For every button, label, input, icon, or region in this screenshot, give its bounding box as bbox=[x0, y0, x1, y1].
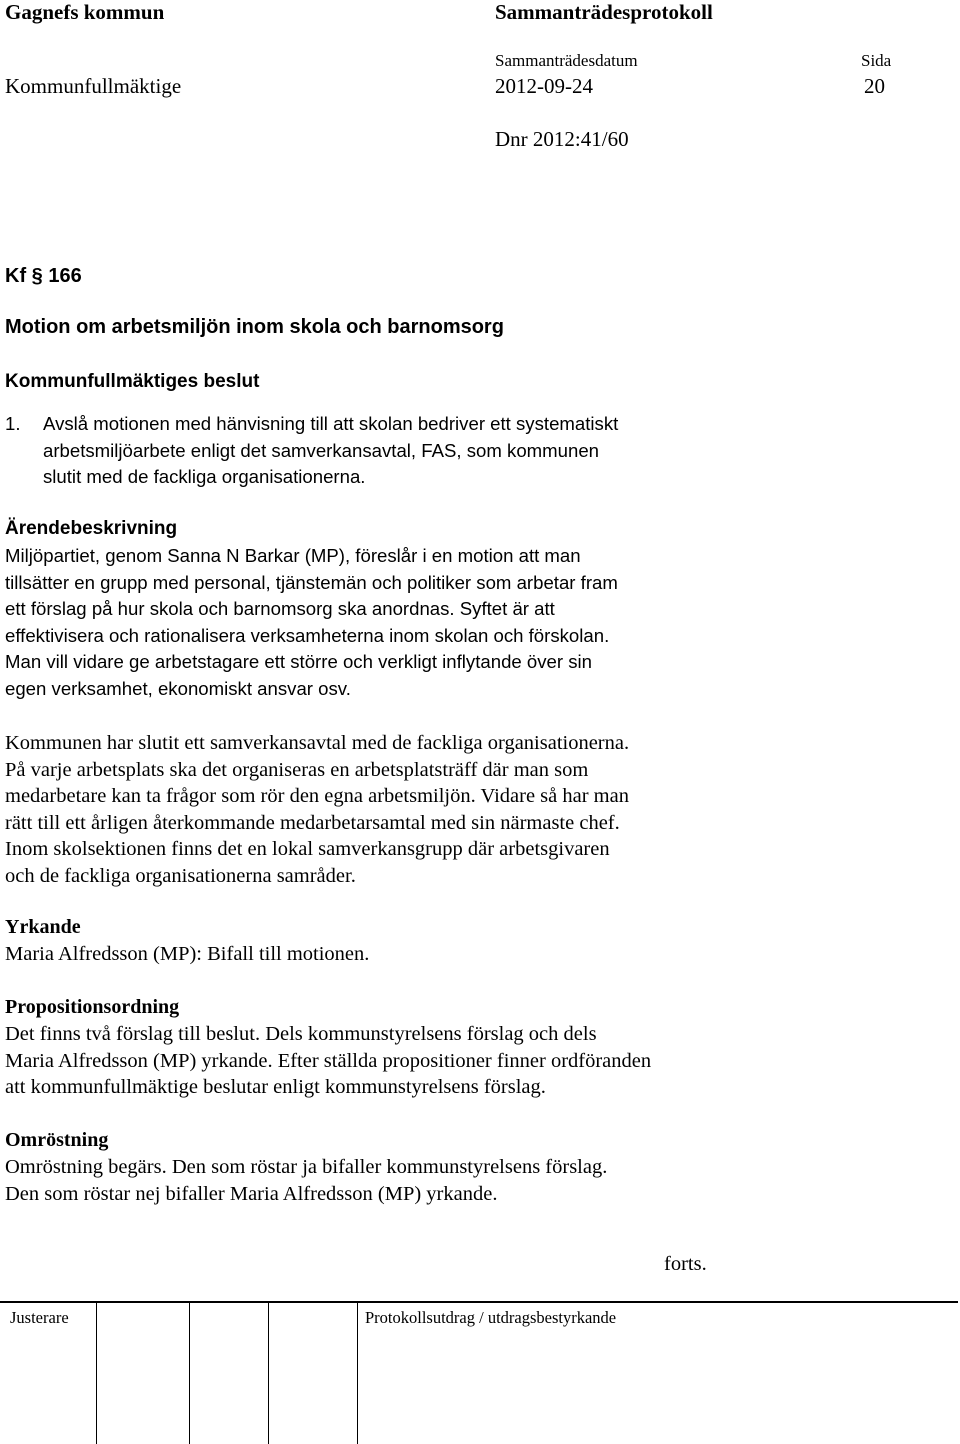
section-title: Motion om arbetsmiljön inom skola och barnomsorg bbox=[5, 316, 504, 338]
meeting-date: 2012-09-24 bbox=[495, 74, 593, 98]
date-label: Sammanträdesdatum bbox=[495, 51, 638, 70]
description-paragraph-2: Kommunen har slutit ett samverkansavtal med de fackliga organisationerna. På varje arbetsplats ska det organiseras en arbetsplatsträff där man som medarbetare kan ta frågor som rör den egna arbetsmiljön. Vidare så har man rätt till ett årligen återkommande medarbetarsamtal med sin närmaste chef. Inom skolsektionen finns det en lokal samverkansgrupp där arbetsgivaren och de fackliga organisationerna samråder. bbox=[5, 732, 630, 887]
extract-cell bbox=[357, 1303, 358, 1444]
decision-item-text: Avslå motionen med hänvisning till att skolan bedriver ett systematiskt arbetsmiljöarbete enligt det samverkansavtal, FAS, som kommunen slutit med de fackliga organisationerna. bbox=[43, 413, 619, 487]
governing-body: Kommunfullmäktige bbox=[5, 74, 182, 98]
description-paragraph-1: Miljöpartiet, genom Sanna N Barkar (MP), föreslår i en motion att man tillsätter en grupp med personal, tjänstemän och politiker som arbetar fram ett förslag på hur skola och barnomsorg ska anordnas. Syftet är att effektivisera och rationalisera verksamheterna inom skolan och förskolan. Man vill vidare ge arbetstagare ett större och verkligt inflytande över sin egen verksamhet, ekonomiskt ansvar osv. bbox=[5, 545, 618, 699]
omrostning-text: Omröstning begärs. Den som röstar ja bifaller kommunstyrelsens förslag. Den som röstar nej bifaller Maria Alfredsson (MP) yrkande. bbox=[5, 1156, 608, 1205]
footer-signature-table bbox=[0, 1301, 958, 1444]
signature-cell-1 bbox=[96, 1303, 97, 1444]
case-number: Dnr 2012:41/60 bbox=[495, 127, 629, 151]
page-label: Sida bbox=[861, 51, 892, 70]
extract-label: Protokollsutdrag / utdragsbestyrkande bbox=[365, 1308, 617, 1327]
justerare-label: Justerare bbox=[10, 1308, 69, 1327]
municipality-name: Gagnefs kommun bbox=[5, 0, 165, 24]
document-type: Sammanträdesprotokoll bbox=[495, 0, 713, 24]
propositionsordning-text: Det finns två förslag till beslut. Dels kommunstyrelsens förslag och dels Maria Alfredsson (MP) yrkande. Efter ställda propositioner finner ordföranden att kommunfullmäktige beslutar enligt kommunstyrelsens förslag. bbox=[5, 1023, 652, 1099]
propositionsordning-heading: Propositionsordning bbox=[5, 996, 180, 1018]
signature-cell-3 bbox=[268, 1303, 269, 1444]
omrostning-heading: Omröstning bbox=[5, 1129, 109, 1151]
yrkande-heading: Yrkande bbox=[5, 916, 81, 938]
decision-item-number: 1. bbox=[5, 413, 21, 434]
signature-cell-2 bbox=[189, 1303, 190, 1444]
continued-marker: forts. bbox=[664, 1253, 707, 1275]
page-number: 20 bbox=[864, 74, 885, 98]
yrkande-text: Maria Alfredsson (MP): Bifall till motionen. bbox=[5, 943, 370, 965]
decision-heading: Kommunfullmäktiges beslut bbox=[5, 371, 260, 392]
description-heading: Ärendebeskrivning bbox=[5, 518, 178, 539]
paragraph-number: Kf § 166 bbox=[5, 265, 82, 287]
